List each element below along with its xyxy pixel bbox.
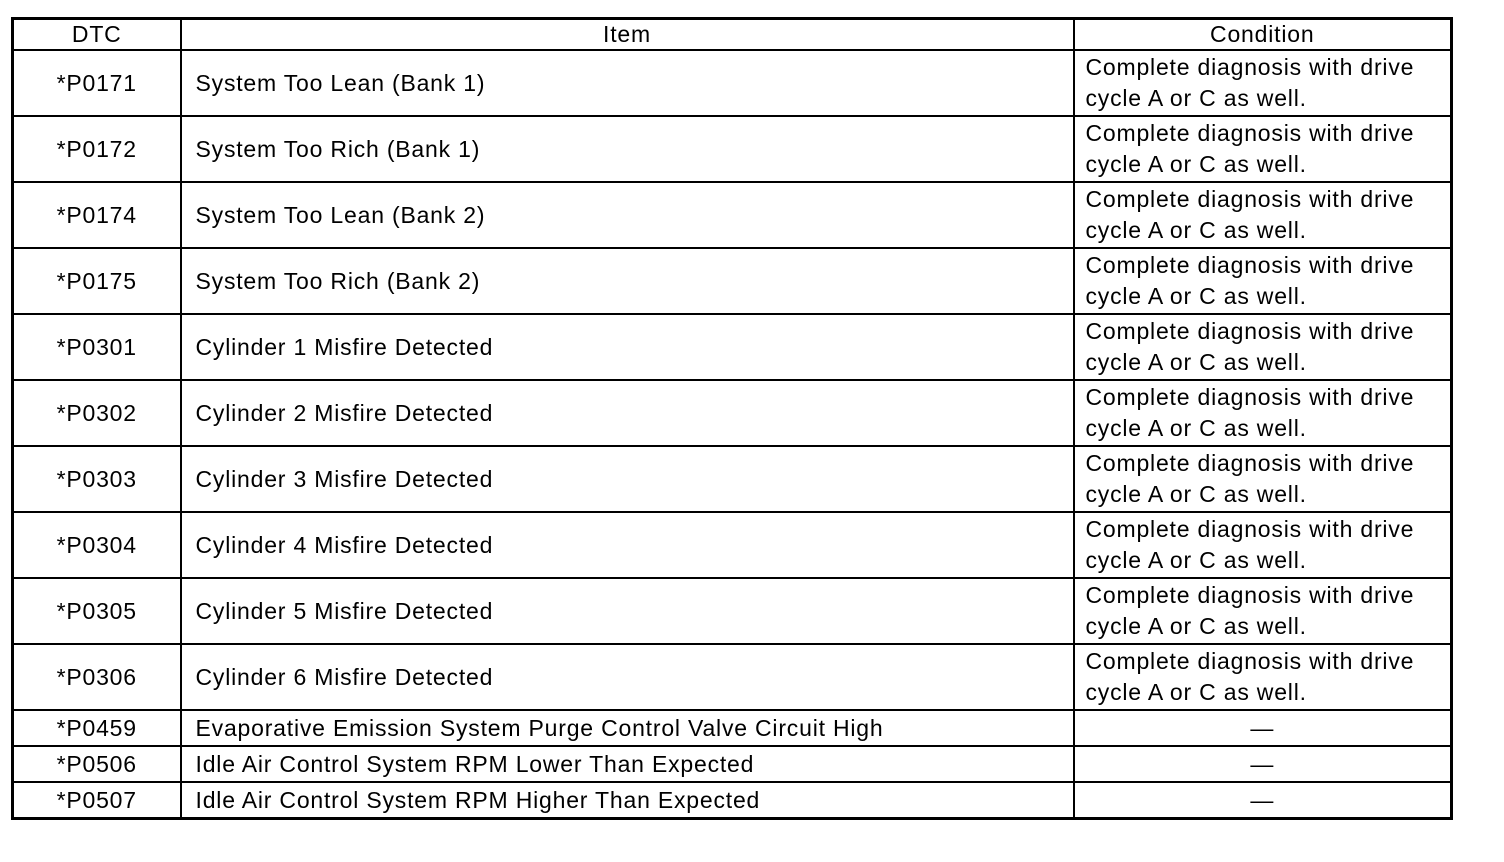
item-cell: Cylinder 1 Misfire Detected [181, 314, 1074, 380]
dtc-cell: *P0507 [13, 782, 181, 819]
item-cell: Cylinder 5 Misfire Detected [181, 578, 1074, 644]
header-condition: Condition [1074, 19, 1452, 51]
table-row [13, 782, 1452, 819]
table-row [13, 710, 1452, 746]
table-row [13, 116, 1452, 182]
item-cell: Cylinder 2 Misfire Detected [181, 380, 1074, 446]
table-row [13, 248, 1452, 314]
header-dtc: DTC [13, 19, 181, 51]
condition-cell: Complete diagnosis with drive cycle A or C as well. [1074, 380, 1452, 446]
header-row [13, 19, 1452, 51]
table-row [13, 380, 1452, 446]
condition-cell: — [1074, 782, 1452, 819]
dtc-cell: *P0306 [13, 644, 181, 710]
table-row [13, 182, 1452, 248]
dtc-table [11, 17, 1453, 820]
condition-cell: Complete diagnosis with drive cycle A or C as well. [1074, 512, 1452, 578]
dtc-cell: *P0171 [13, 50, 181, 116]
condition-cell: Complete diagnosis with drive cycle A or C as well. [1074, 182, 1452, 248]
table-row [13, 446, 1452, 512]
dtc-cell: *P0303 [13, 446, 181, 512]
header-item: Item [181, 19, 1074, 51]
condition-cell: Complete diagnosis with drive cycle A or C as well. [1074, 248, 1452, 314]
item-cell: Cylinder 4 Misfire Detected [181, 512, 1074, 578]
item-cell: Idle Air Control System RPM Higher Than Expected [181, 782, 1074, 819]
table-row [13, 644, 1452, 710]
dtc-cell: *P0301 [13, 314, 181, 380]
item-cell: Cylinder 6 Misfire Detected [181, 644, 1074, 710]
dtc-cell: *P0459 [13, 710, 181, 746]
item-cell: Evaporative Emission System Purge Control Valve Circuit High [181, 710, 1074, 746]
item-cell: System Too Rich (Bank 1) [181, 116, 1074, 182]
table-row [13, 578, 1452, 644]
condition-cell: Complete diagnosis with drive cycle A or C as well. [1074, 50, 1452, 116]
dtc-cell: *P0172 [13, 116, 181, 182]
item-cell: System Too Lean (Bank 1) [181, 50, 1074, 116]
item-cell: Idle Air Control System RPM Lower Than Expected [181, 746, 1074, 782]
condition-cell: Complete diagnosis with drive cycle A or C as well. [1074, 446, 1452, 512]
condition-cell: — [1074, 710, 1452, 746]
item-cell: Cylinder 3 Misfire Detected [181, 446, 1074, 512]
table-row [13, 512, 1452, 578]
dtc-cell: *P0175 [13, 248, 181, 314]
table-body [13, 50, 1452, 819]
item-cell: System Too Lean (Bank 2) [181, 182, 1074, 248]
table-row [13, 314, 1452, 380]
condition-cell: Complete diagnosis with drive cycle A or C as well. [1074, 314, 1452, 380]
item-cell: System Too Rich (Bank 2) [181, 248, 1074, 314]
condition-cell: Complete diagnosis with drive cycle A or C as well. [1074, 578, 1452, 644]
condition-cell: Complete diagnosis with drive cycle A or C as well. [1074, 116, 1452, 182]
dtc-cell: *P0304 [13, 512, 181, 578]
dtc-cell: *P0305 [13, 578, 181, 644]
table-row [13, 50, 1452, 116]
dtc-cell: *P0302 [13, 380, 181, 446]
dtc-cell: *P0174 [13, 182, 181, 248]
dtc-cell: *P0506 [13, 746, 181, 782]
condition-cell: Complete diagnosis with drive cycle A or C as well. [1074, 644, 1452, 710]
table-row [13, 746, 1452, 782]
condition-cell: — [1074, 746, 1452, 782]
